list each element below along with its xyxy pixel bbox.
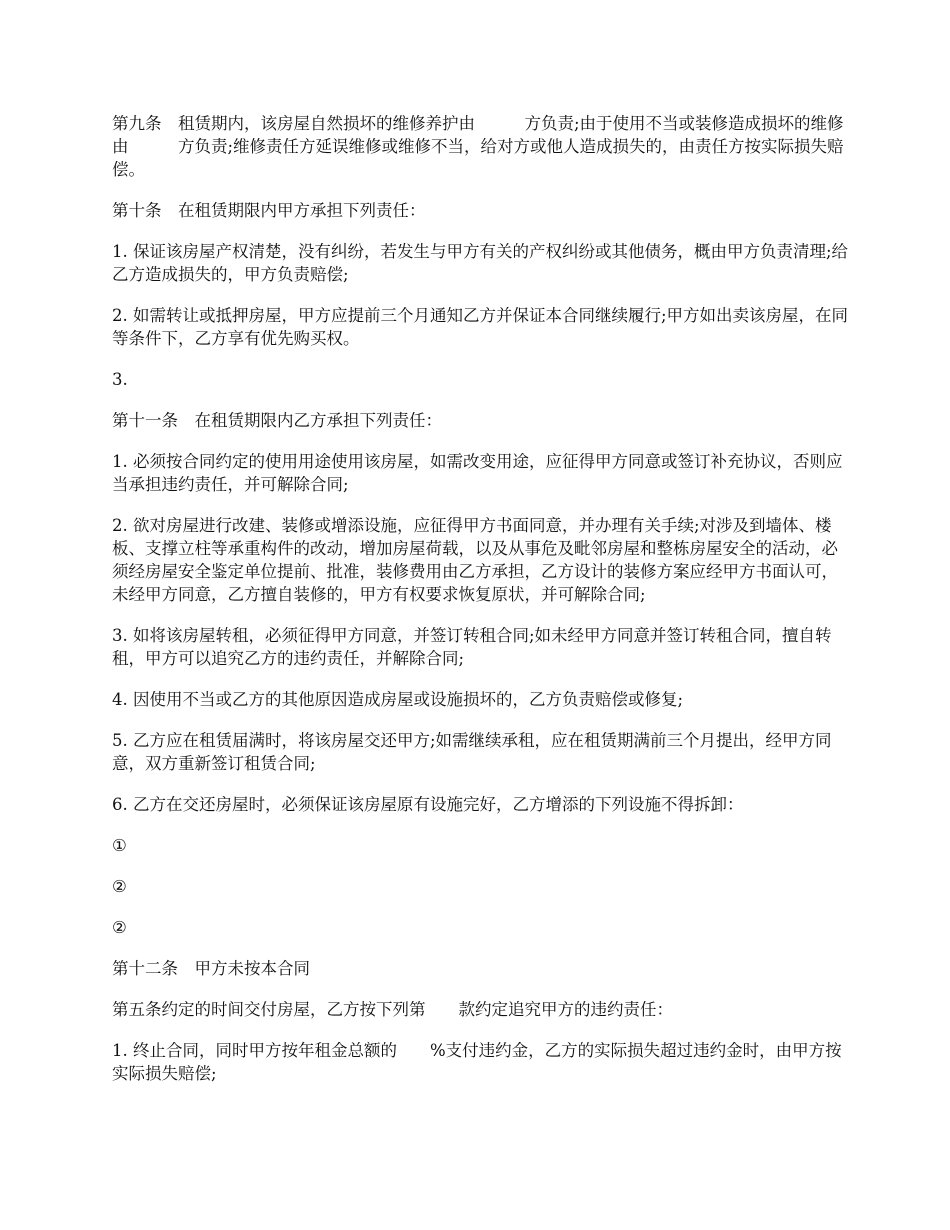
clause-11-heading: 第十一条 在租赁期限内乙方承担下列责任： xyxy=(112,411,442,430)
clause-11-item-1: 1. 必须按合同约定的使用用途使用该房屋，如需改变用途，应征得甲方同意或签订补充协议，否则应当承担违约责任，并可解除合同; xyxy=(112,452,843,494)
facility-item-3: ② xyxy=(112,918,127,937)
clause-9: 第九条 租赁期内，该房屋自然损坏的维修养护由 方负责;由于使用不当或装修造成损坏的维修由 方负责;维修责任方延误维修或维修不当，给对方或他人造成损失的，由责任方按实际损失赔偿。 xyxy=(112,114,844,179)
clause-10-item-1: 1. 保证该房屋产权清楚，没有纠纷，若发生与甲方有关的产权纠纷或其他债务，概由甲方负责清理;给乙方造成损失的，甲方负责赔偿; xyxy=(112,242,849,284)
clause-10-item-2: 2. 如需转让或抵押房屋，甲方应提前三个月通知乙方并保证本合同继续履行;甲方如出卖该房屋，在同等条件下，乙方享有优先购买权。 xyxy=(112,306,849,348)
facility-item-1: ① xyxy=(112,836,127,855)
clause-11-item-5: 5. 乙方应在租赁届满时，将该房屋交还甲方;如需继续承租，应在租赁期满前三个月提出，经甲方同意，双方重新签订租赁合同; xyxy=(112,731,832,773)
clause-12-item-1: 1. 终止合同，同时甲方按年租金总额的 %支付违约金，乙方的实际损失超过违约金时，由甲方按实际损失赔偿; xyxy=(112,1041,842,1083)
clause-11-item-3: 3. 如将该房屋转租，必须征得甲方同意，并签订转租合同;如未经甲方同意并签订转租合同，擅自转租，甲方可以追究乙方的违约责任，并解除合同; xyxy=(112,626,832,668)
clause-12-heading: 第十二条 甲方未按本合同 xyxy=(112,959,310,978)
clause-10-item-3: 3. xyxy=(112,370,128,389)
clause-11-item-6: 6. 乙方在交还房屋时，必须保证该房屋原有设施完好，乙方增添的下列设施不得拆卸： xyxy=(112,795,744,814)
clause-11-item-2: 2. 欲对房屋进行改建、装修或增添设施，应征得甲方书面同意，并办理有关手续;对涉及到墙体、楼板、支撑立柱等承重构件的改动，增加房屋荷载，以及从事危及毗邻房屋和整栋房屋安全的活动，必须经房屋安全鉴定单位提前、批准，装修费用由乙方承担，乙方设计的装修方案应经甲方书面认可，未经甲方同意，乙方擅自装修的，甲方有权要求恢复原状，并可解除合同; xyxy=(112,516,838,604)
facility-item-2: ② xyxy=(112,877,127,896)
clause-10-heading: 第十条 在租赁期限内甲方承担下列责任： xyxy=(112,201,426,220)
clause-12-body: 第五条约定的时间交付房屋，乙方按下列第 款约定追究甲方的违约责任： xyxy=(112,1000,673,1019)
clause-11-item-4: 4. 因使用不当或乙方的其他原因造成房屋或设施损坏的，乙方负责赔偿或修复; xyxy=(112,690,684,709)
